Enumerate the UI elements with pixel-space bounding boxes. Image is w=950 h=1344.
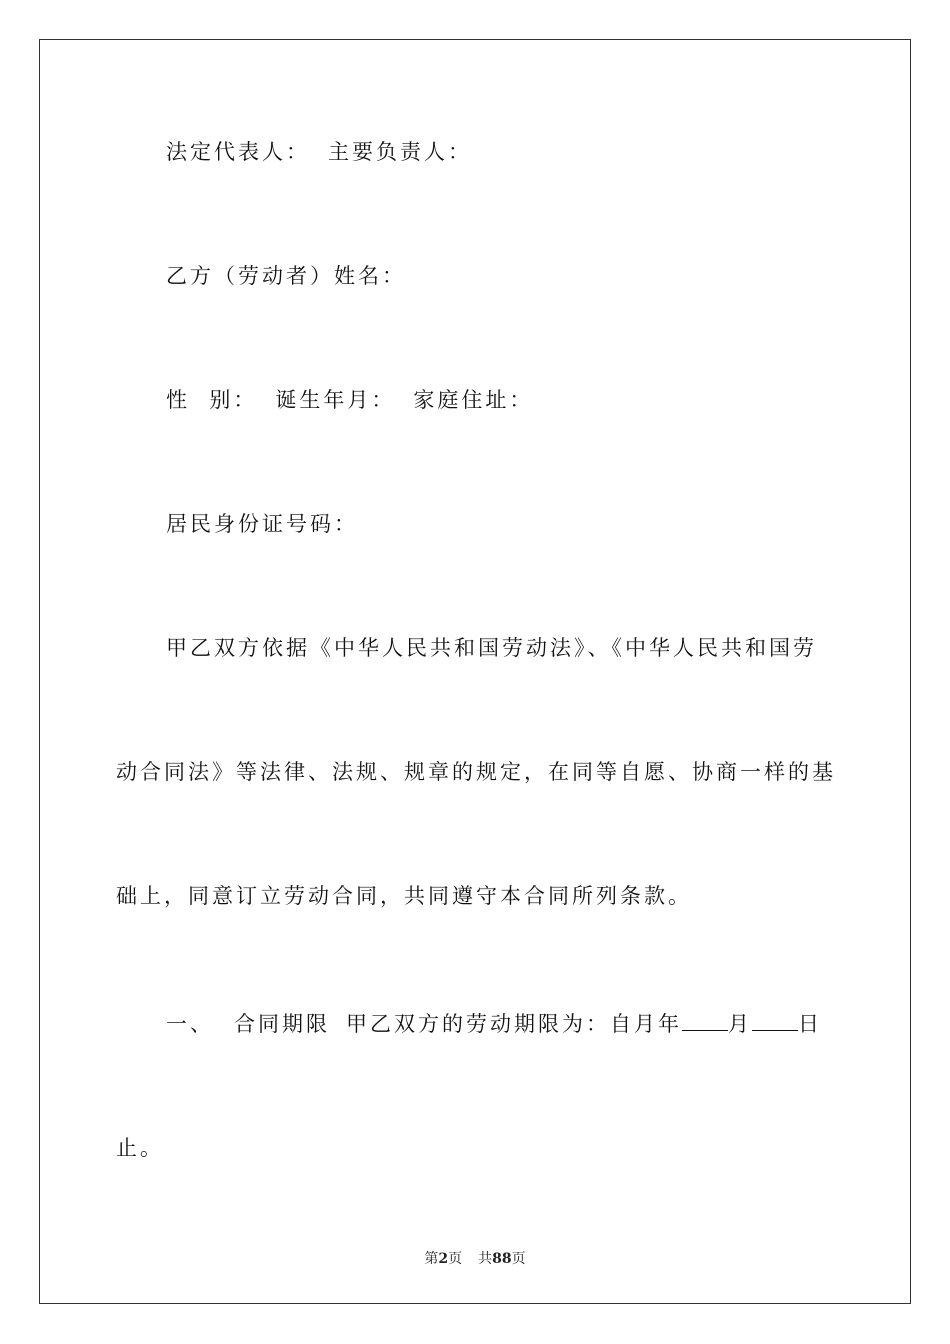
paragraph-text: 础上，同意订立劳动合同，共同遵守本合同所列条款。 bbox=[116, 884, 692, 908]
clause-one-line bbox=[166, 1010, 822, 1038]
clause-month: 月 bbox=[728, 1012, 752, 1036]
party-b-name-label: 乙方（劳动者）姓名： bbox=[166, 264, 406, 288]
page-number: 2 bbox=[438, 1251, 449, 1267]
clause-title: 合同期限 bbox=[234, 1012, 330, 1036]
legal-rep-line bbox=[166, 138, 472, 166]
page-prefix: 第 bbox=[424, 1251, 439, 1267]
month-blank bbox=[682, 1012, 728, 1031]
id-number-label: 居民身份证号码： bbox=[166, 512, 358, 536]
clause-end-line bbox=[116, 1134, 164, 1162]
main-person-label: 主要负责人： bbox=[328, 140, 472, 164]
id-number-line bbox=[166, 510, 358, 538]
legal-rep-label: 法定代表人： bbox=[166, 140, 310, 164]
clause-number: 一、 bbox=[166, 1012, 214, 1036]
gender-label: 性 别： bbox=[166, 388, 258, 412]
page-frame bbox=[39, 39, 911, 1304]
clause-end-text: 止。 bbox=[116, 1136, 164, 1160]
total-suffix: 页 bbox=[511, 1251, 526, 1267]
personal-info-line bbox=[166, 386, 533, 414]
clause-text: 甲乙双方的劳动期限为：自月年 bbox=[346, 1012, 682, 1036]
total-pages: 88 bbox=[492, 1251, 512, 1267]
paragraph-line bbox=[116, 758, 836, 786]
day-blank bbox=[752, 1012, 798, 1031]
paragraph-text: 甲乙双方依据《中华人民共和国劳动法》、《中华人民共和国劳 bbox=[166, 636, 817, 660]
page-footer bbox=[0, 1248, 950, 1268]
birth-label: 诞生年月： bbox=[275, 388, 396, 412]
clause-day: 日 bbox=[798, 1012, 822, 1036]
party-b-name-line bbox=[166, 262, 406, 290]
total-prefix: 共 bbox=[478, 1251, 493, 1267]
paragraph-text: 动合同法》等法律、法规、规章的规定，在同等自愿、协商一样的基 bbox=[116, 760, 836, 784]
address-label: 家庭住址： bbox=[413, 388, 534, 412]
paragraph-line bbox=[166, 634, 817, 662]
paragraph-line bbox=[116, 882, 692, 910]
page-suffix: 页 bbox=[448, 1251, 463, 1267]
